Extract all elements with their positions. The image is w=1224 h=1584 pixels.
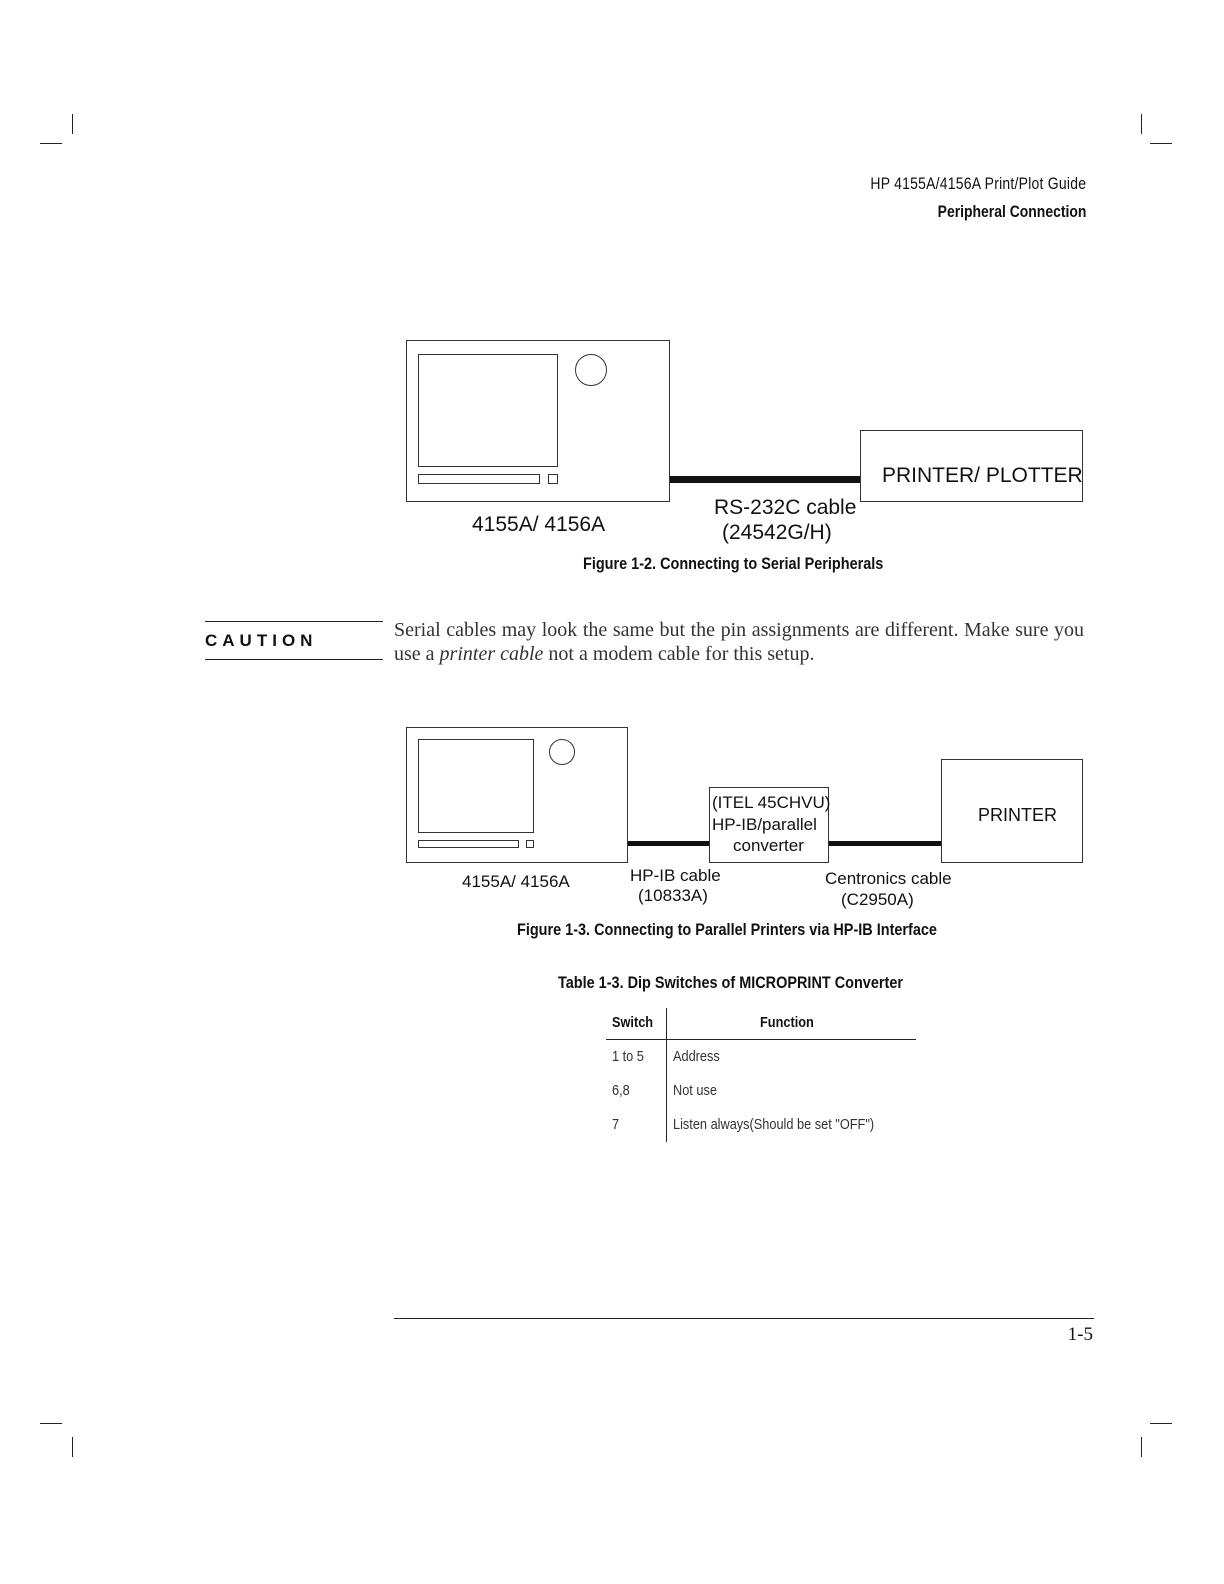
running-header-title: HP 4155A/4156A Print/Plot Guide [870,174,1086,193]
converter-model: (ITEL 45CHVU) [712,793,831,812]
hpib-cable-label: HP-IB cable [630,866,721,885]
page-number: 1-5 [1067,1324,1093,1345]
dip-switch-table [606,1008,916,1142]
table-row [606,1040,916,1075]
instrument-screen [418,739,534,833]
instrument-button [526,840,534,848]
footer-rule [394,1318,1094,1319]
figure-2-caption: Figure 1-2. Connecting to Serial Peripherals [583,554,884,573]
instrument-button [548,474,558,484]
crop-mark [40,1423,62,1424]
figure-3-caption: Figure 1-3. Connecting to Parallel Printers via HP-IB Interface [517,920,937,939]
table-cell-function: Not use [673,1082,718,1099]
instrument-knob-icon [575,354,607,386]
rs232-cable-line [670,476,860,483]
printer-label: PRINTER [978,805,1058,825]
hpib-cable-part: (10833A) [638,886,708,905]
table-cell-switch: 7 [606,1108,667,1142]
centronics-cable-label: Centronics cable [825,869,952,888]
crop-mark [1141,114,1142,134]
table-cell-function: Listen always(Should be set "OFF") [673,1116,875,1133]
column-header-function: Function [667,1008,916,1040]
centronics-cable-part: (C2950A) [841,890,914,909]
rs232-cable-part: (24542G/H) [722,521,832,544]
caution-text-after: not a modem cable for this setup. [548,643,815,665]
table-row [606,1108,916,1142]
printer-plotter-label: PRINTER/ PLOTTER [882,464,1083,487]
column-header-switch: Switch [606,1008,667,1040]
crop-mark [40,143,62,144]
caution-text-emphasis: printer cable [439,643,544,665]
table-row [606,1074,916,1108]
hpib-cable-line [628,841,710,846]
table-caption: Table 1-3. Dip Switches of MICROPRINT Converter [558,973,903,992]
table-cell-switch: 6,8 [606,1074,667,1108]
rs232-cable-label: RS-232C cable [714,496,857,519]
running-header-section: Peripheral Connection [937,202,1086,221]
table-cell-function: Address [673,1048,721,1065]
converter-type: HP-IB/parallel [712,815,817,834]
crop-mark [1141,1437,1142,1457]
crop-mark [72,114,73,134]
instrument-screen [418,354,558,467]
instrument-label: 4155A/ 4156A [462,872,570,891]
instrument-disk-slot [418,840,519,848]
caution-heading: CAUTION [205,631,318,650]
caution-rule-bottom [205,659,383,660]
instrument-label: 4155A/ 4156A [472,513,606,536]
caution-text-before: Serial cables may look the same but the pin assignments are different. Make sure you use a [394,619,1084,665]
converter-word: converter [733,836,804,855]
instrument-knob-icon [549,739,575,765]
table-cell-switch: 1 to 5 [606,1040,667,1075]
crop-mark [1150,1423,1172,1424]
caution-rule-top [205,621,383,622]
crop-mark [72,1437,73,1457]
crop-mark [1150,143,1172,144]
centronics-cable-line [829,841,941,846]
table-header-row [606,1008,916,1040]
instrument-disk-slot [418,474,540,484]
caution-text [394,618,1084,666]
